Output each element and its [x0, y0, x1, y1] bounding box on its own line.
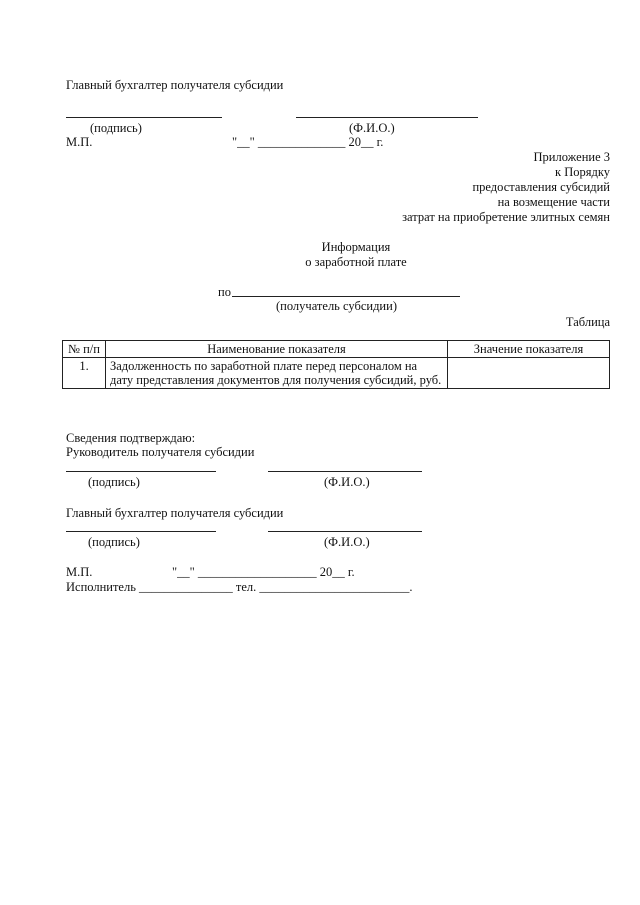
- header-indicator-value: Значение показателя: [448, 341, 610, 358]
- header-number: № п/п: [63, 341, 106, 358]
- head-fio-label: (Ф.И.О.): [324, 475, 370, 489]
- appendix-line-4: на возмещение части: [497, 195, 610, 209]
- po-label: по: [218, 285, 231, 299]
- table-caption: Таблица: [565, 315, 610, 329]
- row-number: 1.: [63, 358, 106, 389]
- appendix-line-5: затрат на приобретение элитных семян: [402, 210, 610, 224]
- date-field: "__" ______________ 20__ г.: [232, 135, 384, 149]
- fio-label: (Ф.И.О.): [349, 121, 395, 135]
- accountant-signature-label: (подпись): [88, 535, 140, 549]
- confirm-text: Сведения подтверждаю:: [66, 431, 196, 445]
- appendix-line-2: к Порядку: [555, 165, 610, 179]
- page-subtitle: о заработной плате: [305, 255, 407, 269]
- executor-line: Исполнитель _______________ тел. ________________________.: [66, 580, 413, 594]
- row-indicator-value: [448, 358, 610, 389]
- table-row: [63, 358, 610, 389]
- accountant-signature-line: [66, 531, 216, 532]
- info-table: [62, 340, 610, 389]
- row-indicator-name: Задолженность по заработной плате перед персоналом на дату представления документов для получения субсидий, руб.: [106, 358, 448, 389]
- head-signature-line: [66, 471, 216, 472]
- page-title: Информация: [321, 240, 391, 254]
- appendix-line-1: Приложение 3: [533, 150, 610, 164]
- table-header-row: [63, 341, 610, 358]
- head-signature-label: (подпись): [88, 475, 140, 489]
- signature-line: [66, 117, 222, 118]
- fio-line: [296, 117, 478, 118]
- accountant-title: Главный бухгалтер получателя субсидии: [66, 506, 284, 520]
- accountant-title-top: Главный бухгалтер получателя субсидии: [66, 78, 284, 92]
- accountant-fio-label: (Ф.И.О.): [324, 535, 370, 549]
- appendix-line-3: предоставления субсидий: [472, 180, 610, 194]
- recipient-label: (получатель субсидии): [276, 299, 397, 313]
- head-title: Руководитель получателя субсидии: [66, 445, 255, 459]
- accountant-fio-line: [268, 531, 422, 532]
- signature-label: (подпись): [90, 121, 142, 135]
- header-indicator-name: Наименование показателя: [106, 341, 448, 358]
- date-field-bottom: "__" ___________________ 20__ г.: [172, 565, 355, 579]
- stamp-label-bottom: М.П.: [66, 565, 93, 579]
- stamp-label: М.П.: [66, 135, 93, 149]
- recipient-line: [232, 296, 460, 297]
- head-fio-line: [268, 471, 422, 472]
